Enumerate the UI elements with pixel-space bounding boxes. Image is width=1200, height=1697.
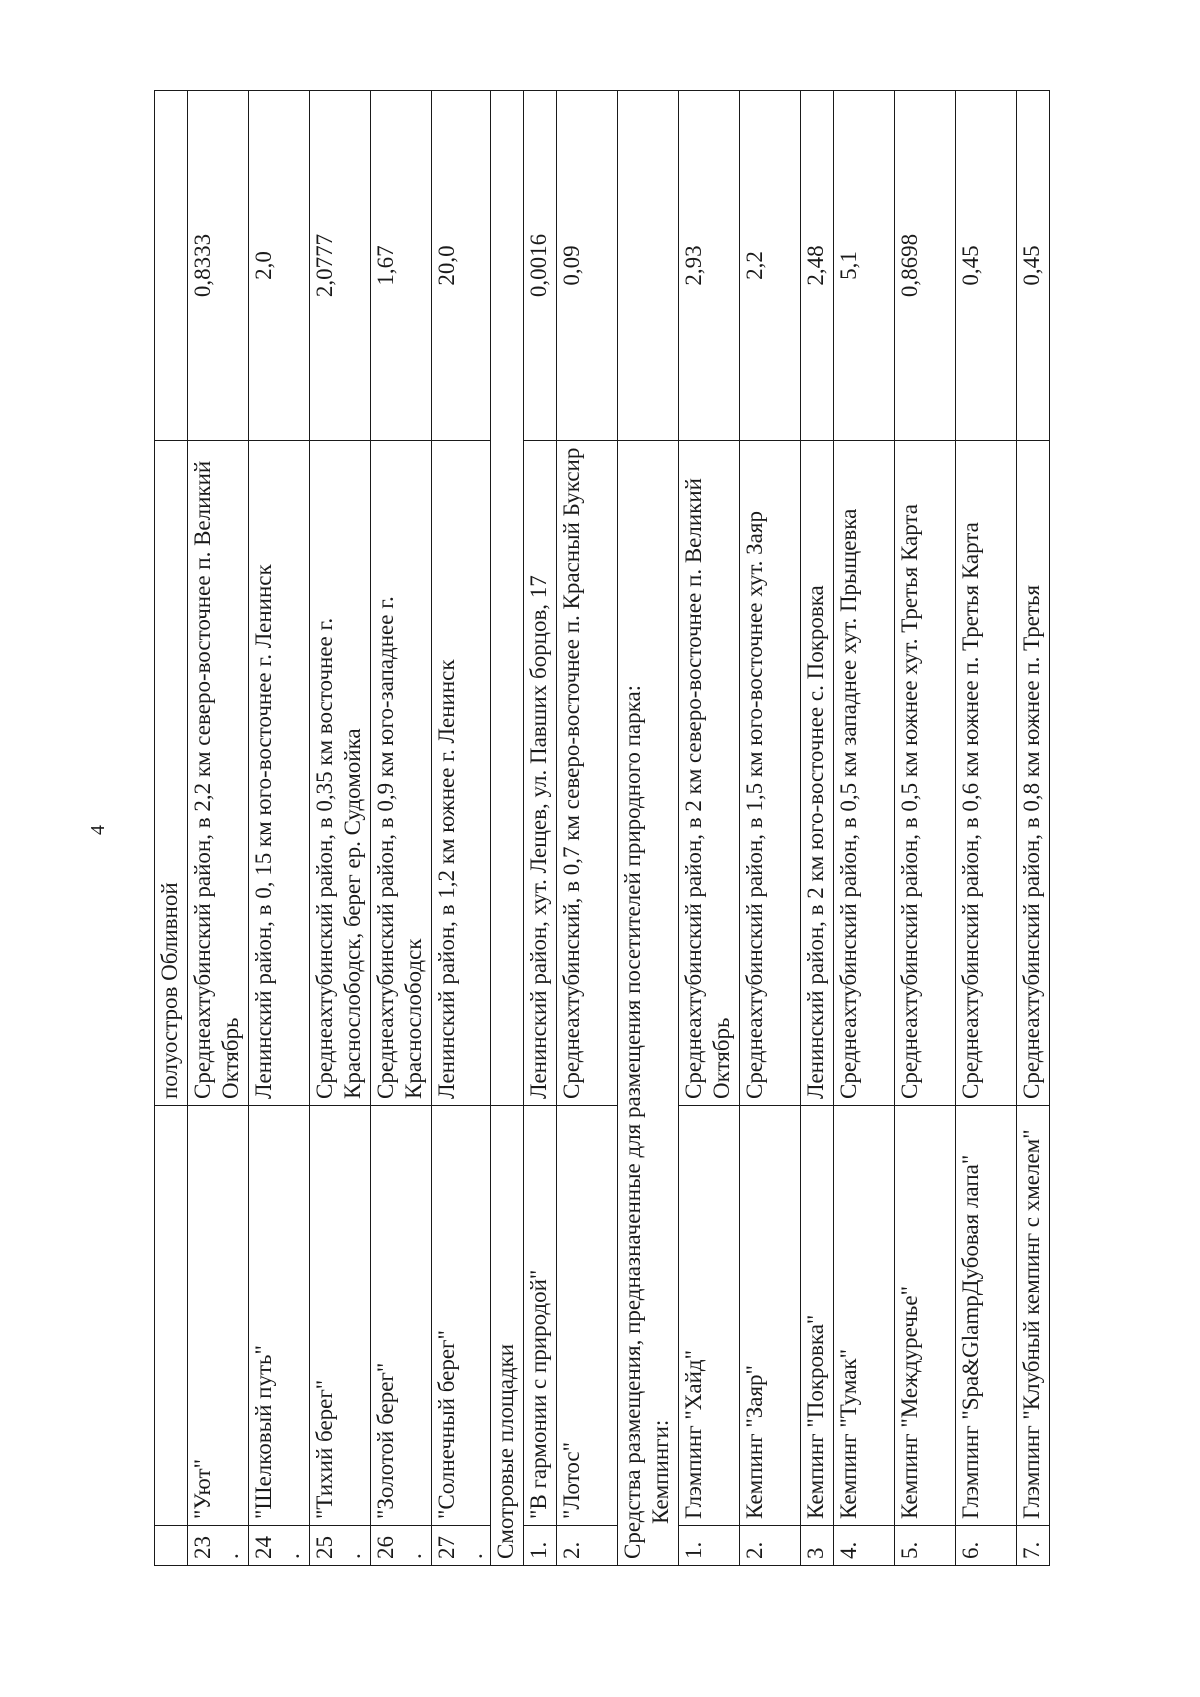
table-row [679,91,740,1566]
site-area: 0,09 [557,91,618,441]
site-area: 2,0 [249,91,310,441]
site-area: 0,8333 [188,91,249,441]
site-area [155,91,188,441]
site-name: "Солнечный берег" [432,1106,491,1526]
row-number: 25. [310,1526,371,1566]
site-location: Среднеахтубинский район, в 1,5 км юго-восточнее хут. Заяр [740,441,801,1106]
site-area: 2,48 [801,91,834,441]
table-row [524,91,557,1566]
table-row [740,91,801,1566]
site-name: "В гармонии с природой" [524,1106,557,1526]
table-row [956,91,1017,1566]
site-area: 0,45 [1017,91,1050,441]
site-location: Ленинский район, хут. Лещев, ул. Павших борцов, 17 [524,441,557,1106]
row-number: 24. [249,1526,310,1566]
site-location: Среднеахтубинский район, в 0,6 км южнее п. Третья Карта [956,441,1017,1106]
site-area: 0,0016 [524,91,557,441]
row-number: 26. [371,1526,432,1566]
site-name: "Шелковый путь" [249,1106,310,1526]
rotated-table-page [154,91,1080,1566]
section-subheading: Кемпинги: [648,1419,673,1524]
site-location: Ленинский район, в 0, 15 км юго-восточнее г. Ленинск [249,441,310,1106]
site-location: полуостров Обливной [155,441,188,1106]
site-location: Среднеахтубинский, в 0,7 км северо-восточнее п. Красный Буксир [557,441,618,1106]
row-number: 3 [801,1526,834,1566]
row-number: 1. [524,1526,557,1566]
site-name: Кемпинг "Заяр" [740,1106,801,1526]
row-number: 2. [740,1526,801,1566]
site-name: Кемпинг "Покровка" [801,1106,834,1526]
row-number: 6. [956,1526,1017,1566]
row-number: 1. [679,1526,740,1566]
table-row [371,91,432,1566]
site-area: 2,93 [679,91,740,441]
site-location: Среднеахтубинский район, в 0,8 км южнее п. Третья [1017,441,1050,1106]
site-name: Кемпинг "Тумак" [834,1106,895,1526]
section-spacer [618,91,679,441]
site-location: Ленинский район, в 1,2 км южнее г. Ленинск [432,441,491,1106]
table-row [249,91,310,1566]
site-name: "Уют" [188,1106,249,1526]
site-location: Среднеахтубинский район, в 0,5 км южнее хут. Третья Карта [895,441,956,1106]
page-number: 4 [87,825,109,835]
table-row [155,91,188,1566]
section-row [491,91,524,1566]
section-heading [618,441,679,1566]
site-name: "Лотос" [557,1106,618,1526]
site-area: 20,0 [432,91,491,441]
table-row [1017,91,1050,1566]
row-number: 2. [557,1526,618,1566]
row-number: 7. [1017,1526,1050,1566]
table-row [834,91,895,1566]
site-location: Среднеахтубинский район, в 2,2 км северо-восточнее п. Великий Октябрь [188,441,249,1106]
row-number: 23. [188,1526,249,1566]
site-name: "Золотой берег" [371,1106,432,1526]
table-row [557,91,618,1566]
table-row [801,91,834,1566]
table-row [432,91,491,1566]
section-spacer [491,91,524,1106]
site-location: Среднеахтубинский район, в 2 км северо-восточнее п. Великий Октябрь [679,441,740,1106]
site-area: 0,8698 [895,91,956,441]
site-name: Кемпинг "Междуречье" [895,1106,956,1526]
table-row [895,91,956,1566]
site-name: Глэмпинг "Spa&GlampДубовая лапа" [956,1106,1017,1526]
site-area: 2,2 [740,91,801,441]
protected-sites-table [154,90,1050,1566]
row-number [155,1526,188,1566]
row-number: 5. [895,1526,956,1566]
site-area: 2,0777 [310,91,371,441]
row-number: 27. [432,1526,491,1566]
site-location: Среднеахтубинский район, в 0,9 км юго-западнее г. Краснослободск [371,441,432,1106]
table-row [188,91,249,1566]
site-name [155,1106,188,1526]
row-number: 4. [834,1526,895,1566]
site-location: Ленинский район, в 2 км юго-восточнее с. Покровка [801,441,834,1106]
site-location: Среднеахтубинский район, в 0,5 км западнее хут. Прыщевка [834,441,895,1106]
site-name: "Тихий берег" [310,1106,371,1526]
section-heading: Смотровые площадки [491,1106,524,1566]
table-row [310,91,371,1566]
site-name: Глэмпинг "Хайд" [679,1106,740,1526]
site-location: Среднеахтубинский район, в 0,35 км восточнее г. Краснослободск, берег ер. Судомойка [310,441,371,1106]
section-heading-text: Средства размещения, предназначенные для размещения посетителей природного парка: [620,684,645,1559]
section-row [618,91,679,1566]
site-area: 5,1 [834,91,895,441]
site-area: 0,45 [956,91,1017,441]
site-area: 1,67 [371,91,432,441]
site-name: Глэмпинг "Клубный кемпинг с хмелем" [1017,1106,1050,1526]
